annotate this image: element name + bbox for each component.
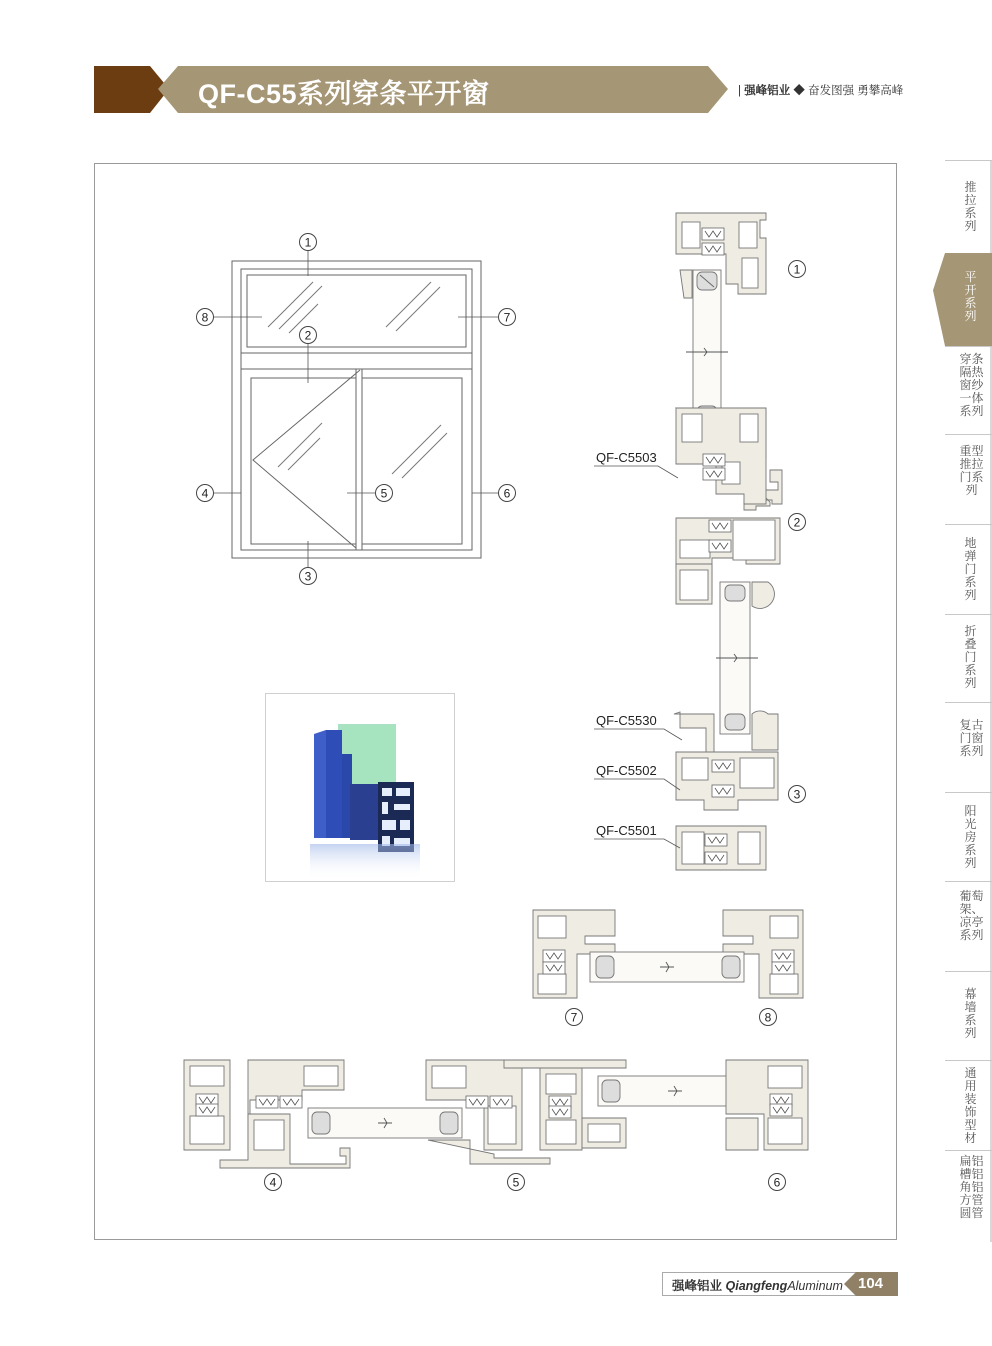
vertical-section bbox=[674, 213, 782, 870]
page-title: QF-C55系列穿条平开窗 bbox=[198, 79, 490, 109]
nav-tab-retro[interactable] bbox=[945, 702, 992, 792]
nav-tab-flat-bar[interactable] bbox=[945, 1150, 992, 1242]
top-fixed-pane bbox=[247, 275, 466, 347]
nav-tab-label: 穿条隔热窗纱一体系列 bbox=[959, 352, 984, 418]
profile-code-c5530: QF-C5530 bbox=[596, 713, 657, 728]
callout-4: 4 bbox=[201, 486, 209, 501]
callout-6: 6 bbox=[503, 486, 511, 501]
footer-brand-en-bold: Qiangfeng bbox=[725, 1279, 788, 1293]
page-number: 104 bbox=[858, 1275, 884, 1292]
nav-tab-label: 地弹门系列 bbox=[964, 536, 977, 602]
section-callout-4: 4 bbox=[269, 1175, 277, 1190]
profile-code-c5502: QF-C5502 bbox=[596, 763, 657, 778]
nav-tab-label: 复古门窗系列 bbox=[959, 718, 984, 758]
section-callout-1: 1 bbox=[793, 262, 801, 277]
nav-tab-label: 推拉系列 bbox=[964, 180, 977, 233]
nav-tab-sliding[interactable] bbox=[945, 160, 992, 253]
nav-tab-floor-spring[interactable] bbox=[945, 524, 992, 614]
callout-2: 2 bbox=[304, 328, 312, 343]
diamond-icon: ◆ bbox=[793, 85, 805, 97]
callout-5: 5 bbox=[380, 486, 388, 501]
window-elevation bbox=[214, 250, 498, 568]
callout-1: 1 bbox=[304, 235, 312, 250]
vertical-section-callouts bbox=[789, 261, 806, 803]
section-callout-2: 2 bbox=[793, 515, 801, 530]
nav-tab-sunroom[interactable] bbox=[945, 792, 992, 881]
opening-indicator bbox=[253, 370, 360, 548]
slogan-text: 奋发图强 勇攀高峰 bbox=[808, 85, 904, 97]
section-7-8 bbox=[533, 910, 803, 998]
nav-tab-casement-active[interactable] bbox=[945, 253, 992, 346]
nav-tab-label: 阳光房系列 bbox=[964, 804, 977, 870]
section-callout-5: 5 bbox=[512, 1175, 520, 1190]
nav-tab-folding[interactable] bbox=[945, 614, 992, 702]
brand-slogan: | 强峰铝业 ◆ 奋发图强 勇攀高峰 bbox=[738, 85, 904, 97]
nav-tab-decorative[interactable] bbox=[945, 1060, 992, 1150]
nav-tab-pergola[interactable] bbox=[945, 881, 992, 971]
nav-tab-label: 扁铝槽铝角铝方管圆管 bbox=[959, 1154, 984, 1220]
footer-brand bbox=[672, 1276, 843, 1294]
section-callout-3: 3 bbox=[793, 787, 801, 802]
nav-tab-heavy-sliding[interactable] bbox=[945, 434, 992, 524]
callout-3: 3 bbox=[304, 569, 312, 584]
section-callout-8: 8 bbox=[764, 1010, 772, 1025]
section-callout-6: 6 bbox=[773, 1175, 781, 1190]
profile-leaders bbox=[594, 466, 682, 848]
callout-7: 7 bbox=[503, 310, 511, 325]
nav-tab-thermal[interactable] bbox=[945, 346, 992, 434]
section-4-5-6 bbox=[184, 1060, 808, 1168]
fixed-pane bbox=[362, 378, 462, 544]
callout-8: 8 bbox=[201, 310, 209, 325]
nav-tab-label: 平开系列 bbox=[964, 270, 977, 323]
nav-tab-label: 重型推拉门系列 bbox=[959, 444, 984, 497]
footer-brand-en: Aluminum bbox=[787, 1279, 843, 1293]
nav-tab-label: 通用装饰型材 bbox=[964, 1066, 977, 1145]
slogan-brand: 强峰铝业 bbox=[744, 85, 791, 97]
profile-code-c5503: QF-C5503 bbox=[596, 450, 657, 465]
nav-tab-curtain-wall[interactable] bbox=[945, 971, 992, 1060]
nav-tab-label: 葡萄架、凉亭系列 bbox=[959, 889, 984, 942]
nav-tab-label: 折叠门系列 bbox=[964, 624, 977, 690]
profile-photo bbox=[265, 693, 455, 882]
nav-tab-label: 幕墙系列 bbox=[964, 987, 977, 1040]
section-callout-7: 7 bbox=[570, 1010, 578, 1025]
profile-code-c5501: QF-C5501 bbox=[596, 823, 657, 838]
casement-sash bbox=[251, 378, 356, 544]
footer-brand-cn: 强峰铝业 bbox=[672, 1279, 723, 1293]
